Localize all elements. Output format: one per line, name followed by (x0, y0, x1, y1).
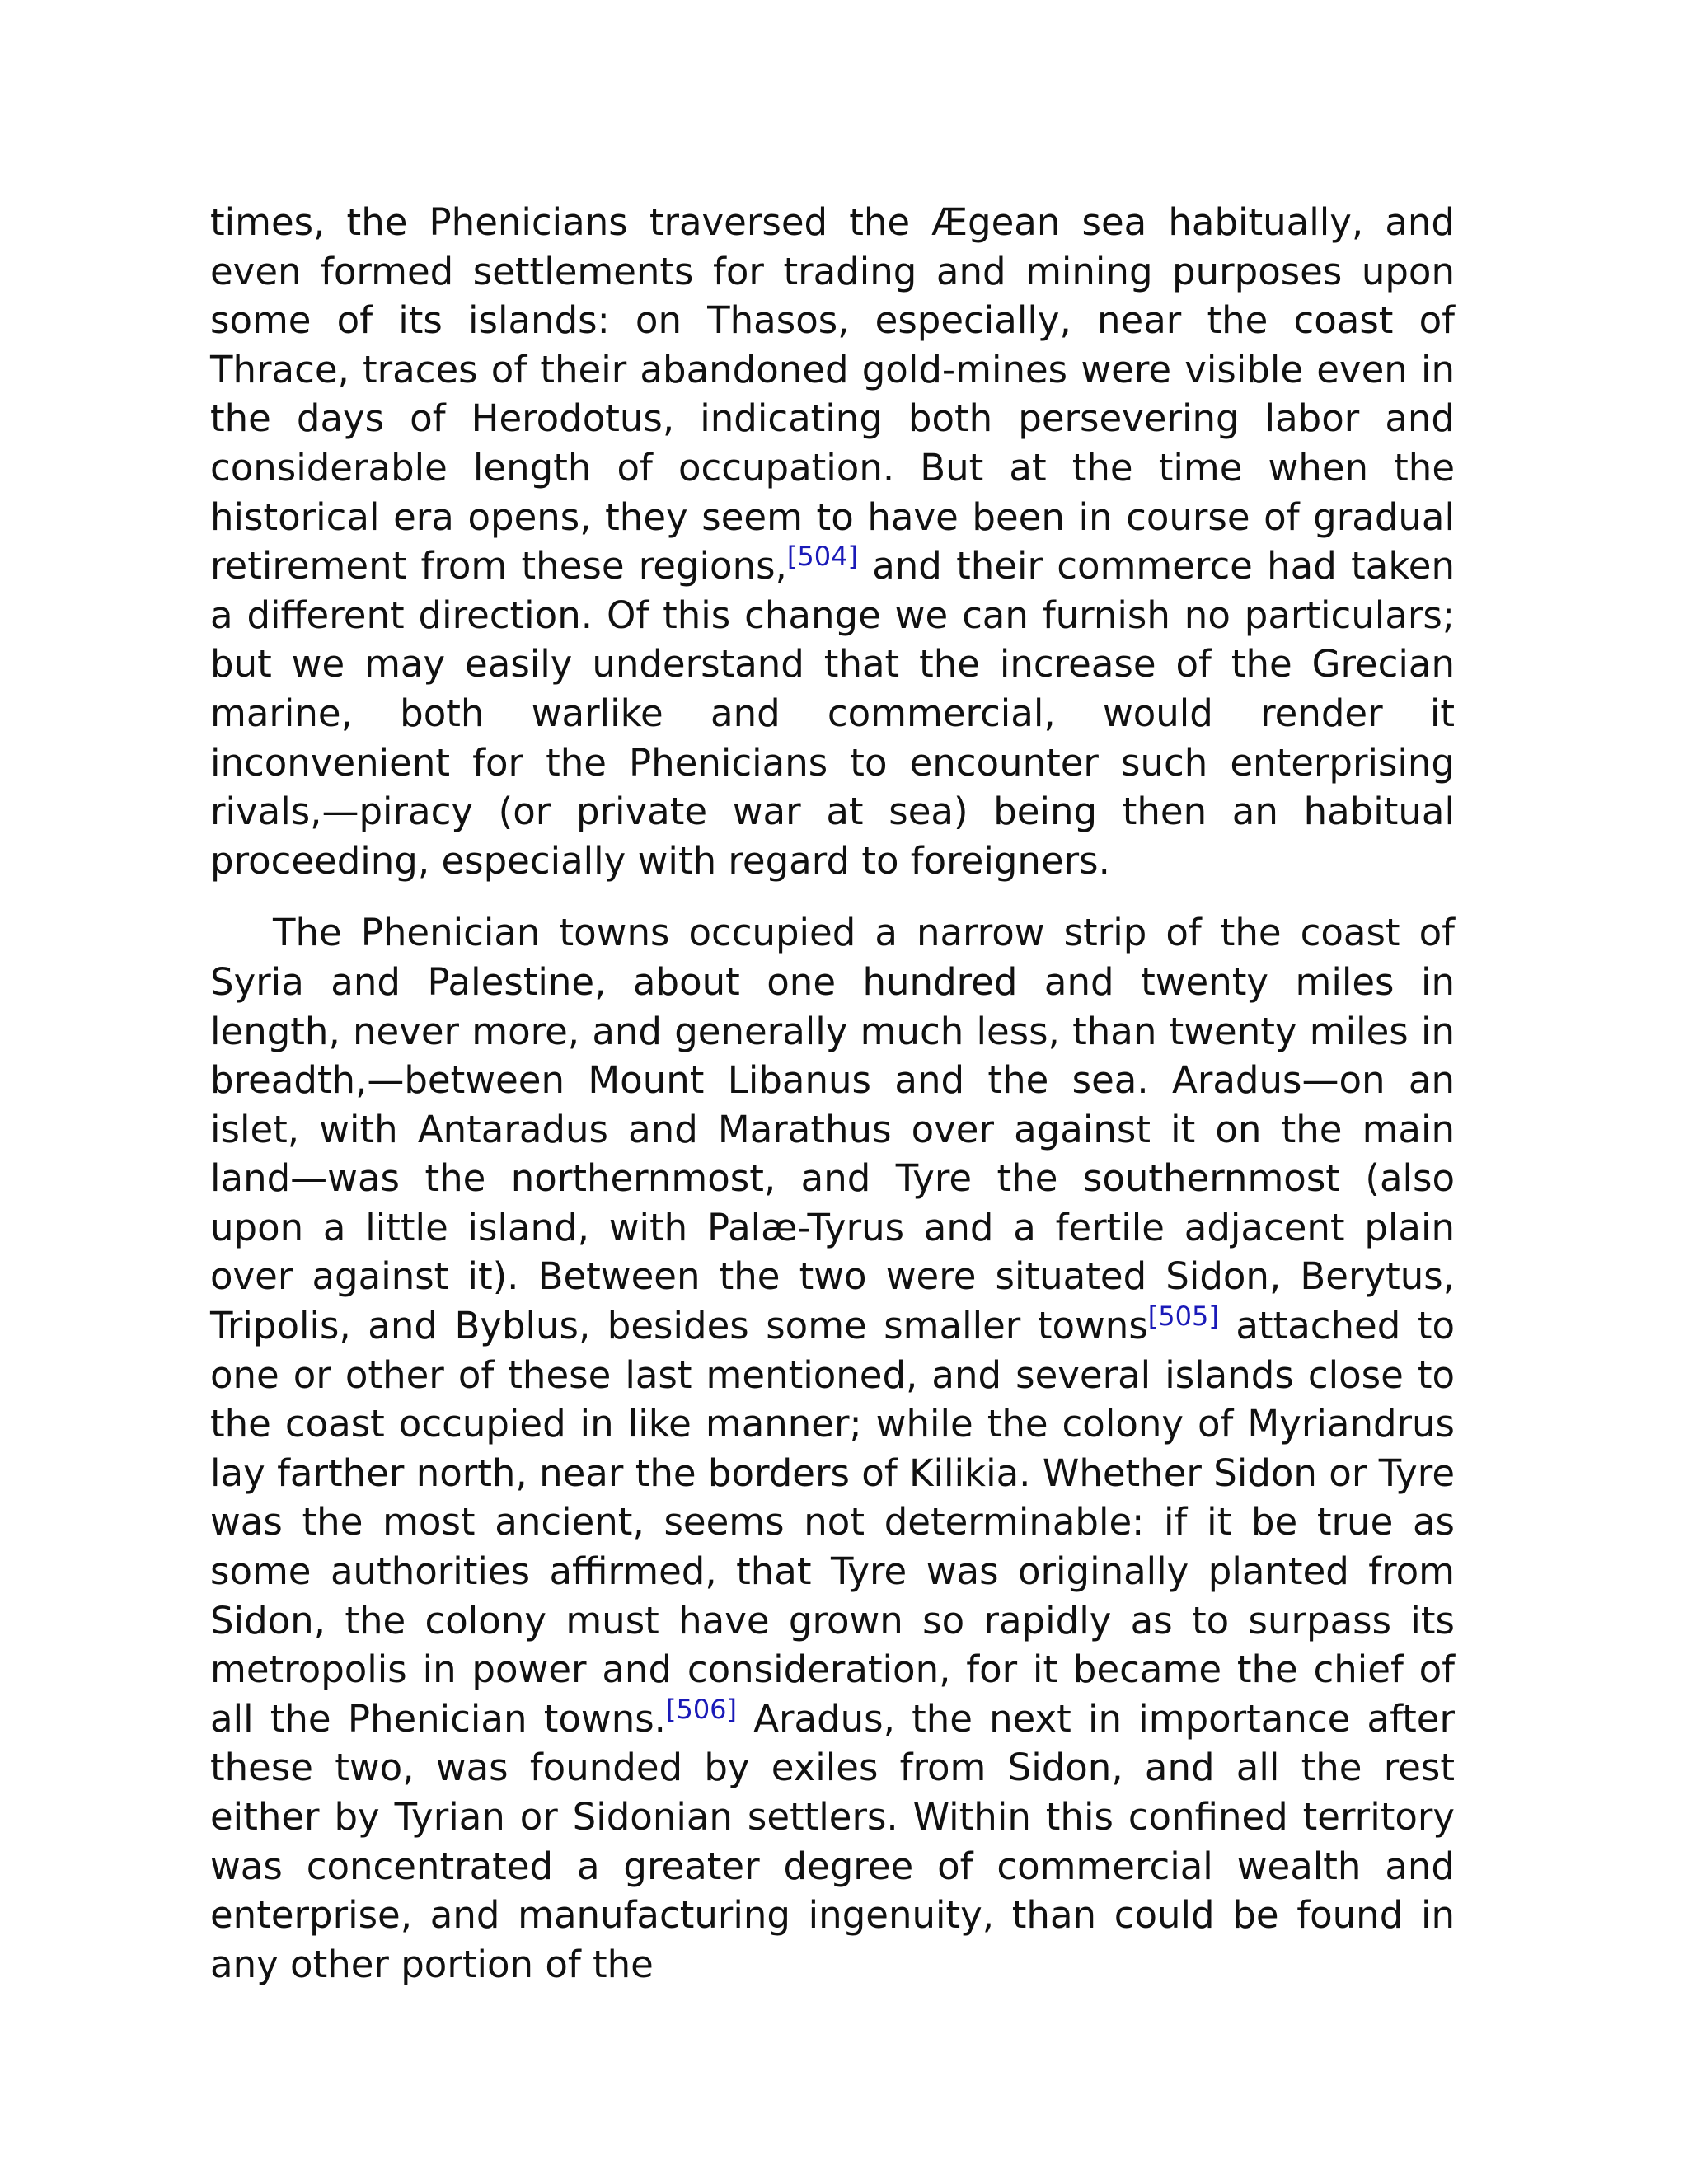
paragraph-1-text-b: and their commerce had taken a different direction. Of this change we can furnish no particulars; but we may easily understand that the increase of the Grecian marine, both warlike and commercial, would render it inconvenient for the Phenicians to encounter such enterprising rivals,—piracy (or private war at sea) being then an habitual proceeding, especially with regard to foreigners. (210, 544, 1455, 883)
footnote-link-506[interactable]: [506] (665, 1693, 738, 1725)
paragraph-1-text-a: times, the Phenicians traversed the Ægean sea habitually, and even formed settlements for trading and mining purposes upon some of its islands: on Thasos, especially, near the coast of Thrace, traces of their abandoned gold-mines were visible even in the days of Herodotus, indicating both persevering labor and considerable length of occupation. But at the time when the historical era opens, they seem to have been in course of gradual retirement from these regions, (210, 200, 1455, 588)
paragraph-2-text-a: The Phenician towns occupied a narrow strip of the coast of Syria and Palestine, about one hundred and twenty miles in length, never more, and generally much less, than twenty miles in breadth,—between Mount Libanus and the sea. Aradus—on an islet, with Antaradus and Marathus over against it on the main land—was the northernmost, and Tyre the southernmost (also upon a little island, with Palæ-Tyrus and a fertile adjacent plain over against it). Between the two were situated Sidon, Berytus, Tripolis, and Byblus, besides some smaller towns (210, 911, 1455, 1348)
paragraph-1 (210, 198, 1455, 885)
paragraph-2-text-b: attached to one or other of these last mentioned, and several islands close to the coast occupied in like manner; while the colony of Myriandrus lay farther north, near the borders of Kilikia. Whether Sidon or Tyre was the most ancient, seems not determinable: if it be true as some authorities affirmed, that Tyre was originally planted from Sidon, the colony must have grown so rapidly as to surpass its metropolis in power and consideration, for it became the chief of all the Phenician towns. (210, 1304, 1455, 1741)
page-body (210, 198, 1455, 1989)
footnote-link-505[interactable]: [505] (1147, 1301, 1219, 1333)
footnote-link-504[interactable]: [504] (786, 541, 858, 573)
paragraph-2-text-c: Aradus, the next in importance after these two, was founded by exiles from Sidon, and all the rest either by Tyrian or Sidonian settlers. Within this confined territory was concentrated a greater degree of commercial wealth and enterprise, and manufacturing ingenuity, than could be found in any other portion of the (210, 1696, 1455, 1986)
paragraph-2 (210, 908, 1455, 1989)
